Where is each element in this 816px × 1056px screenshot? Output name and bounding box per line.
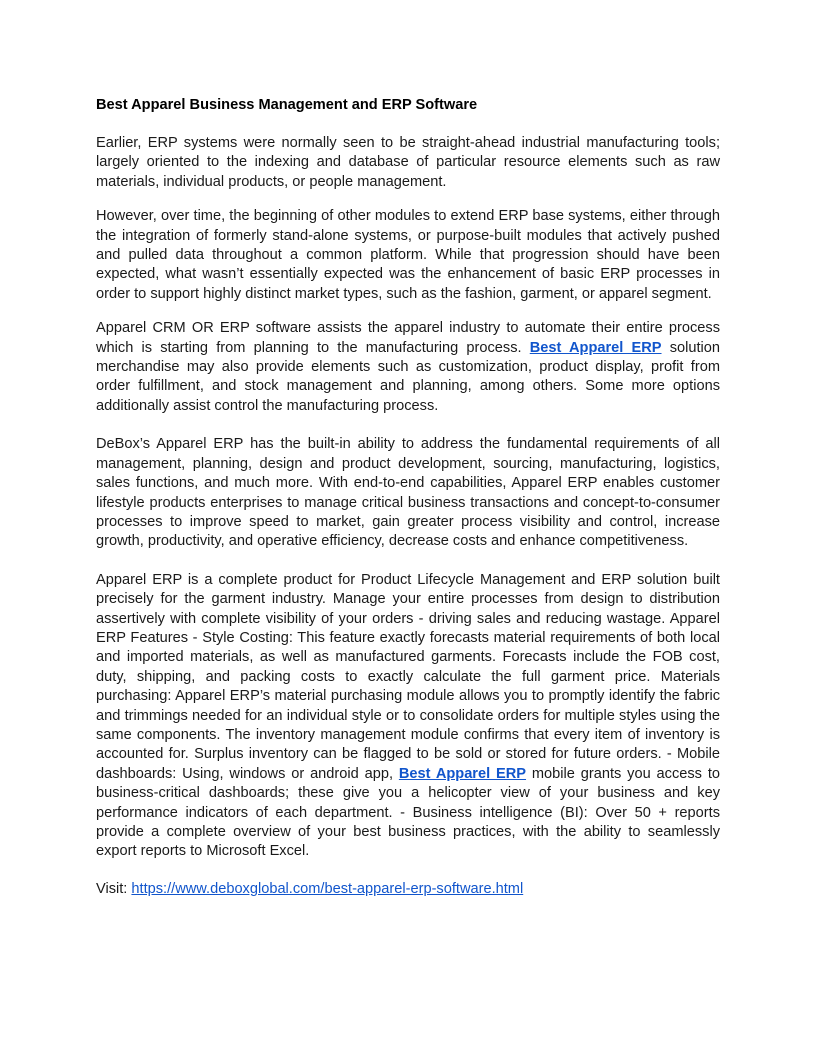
visit-url-link[interactable]: https://www.deboxglobal.com/best-apparel-erp-software.html	[131, 880, 524, 897]
document-title: Best Apparel Business Management and ERP Software	[96, 97, 478, 113]
paragraph-debox-apparel-erp: DeBox’s Apparel ERP has the built-in ability to address the fundamental requirements of all management, planning, design and product development, sourcing, manufacturing, logistics, sales functions, and much more. With end-to-end capabilities, Apparel ERP enables customer lifestyle products enterprises to manage critical business transactions and concept-to-consumer processes to improve speed to market, gain greater process visibility and control, increase growth, productivity, and operative efficiency, decrease costs and enhance competitiveness.	[96, 436, 720, 550]
document-page	[96, 96, 720, 899]
visit-label: Visit:	[96, 880, 132, 897]
paragraph-apparel-crm	[96, 319, 720, 416]
paragraph-erp-modules: However, over time, the beginning of other modules to extend ERP base systems, either through the integration of formerly stand-alone systems, or purpose-built modules that actively pushed and pulled data throughout a common platform. While that progression should have been expected, what wasn’t essentially expected was the enhancement of basic ERP processes in order to support highly distinct market types, such as the fashion, garment, or apparel segment.	[96, 208, 720, 302]
paragraph-text: solution merchandise may also provide elements such as customization, product display, profit from order fulfillment, and stock management and planning, among others. Some more options additionally assist control the manufacturing process.	[96, 339, 720, 414]
visit-line	[96, 880, 720, 899]
paragraph-text: mobile grants you access to business-critical dashboards; these give you a helicopter view of your business and key performance indicators of each department. - Business intelligence (BI): Over 50 + reports provide a complete overview of your best business practices, with the ability to seamlessly export reports to Microsoft Excel.	[96, 765, 720, 860]
paragraph-text: Apparel ERP is a complete product for Product Lifecycle Management and ERP solution built precisely for the garment industry. Manage your entire processes from design to distribution assertively with complete visibility of your orders - driving sales and reducing wastage. Apparel ERP Features - Style Costing: This feature exactly forecasts material requirements of both local and imported materials, as well as manufactured garments. Forecasts include the FOB cost, duty, shipping, and packing costs to exactly calculate the full garment price. Materials purchasing: Apparel ERP’s material purchasing module allows you to promptly identify the fabric and trimmings needed for an individual style or to consolidate orders for multiple styles using the same components. The inventory management module confirms that every item of inventory is accounted for. Surplus inventory can be flagged to be sold or stored for future orders. - Mobile dashboards: Using, windows or android app,	[96, 571, 720, 782]
best-apparel-erp-link[interactable]: Best Apparel ERP	[398, 765, 527, 782]
best-apparel-erp-link[interactable]: Best Apparel ERP	[529, 339, 662, 356]
paragraph-erp-history: Earlier, ERP systems were normally seen to be straight-ahead industrial manufacturing tools; largely oriented to the indexing and database of particular resource elements such as raw materials, individual products, or people management.	[96, 135, 720, 190]
paragraph-apparel-erp-features	[96, 571, 720, 862]
paragraph-text: Apparel CRM OR ERP software assists the apparel industry to automate their entire process which is starting from planning to the manufacturing process.	[96, 320, 720, 356]
